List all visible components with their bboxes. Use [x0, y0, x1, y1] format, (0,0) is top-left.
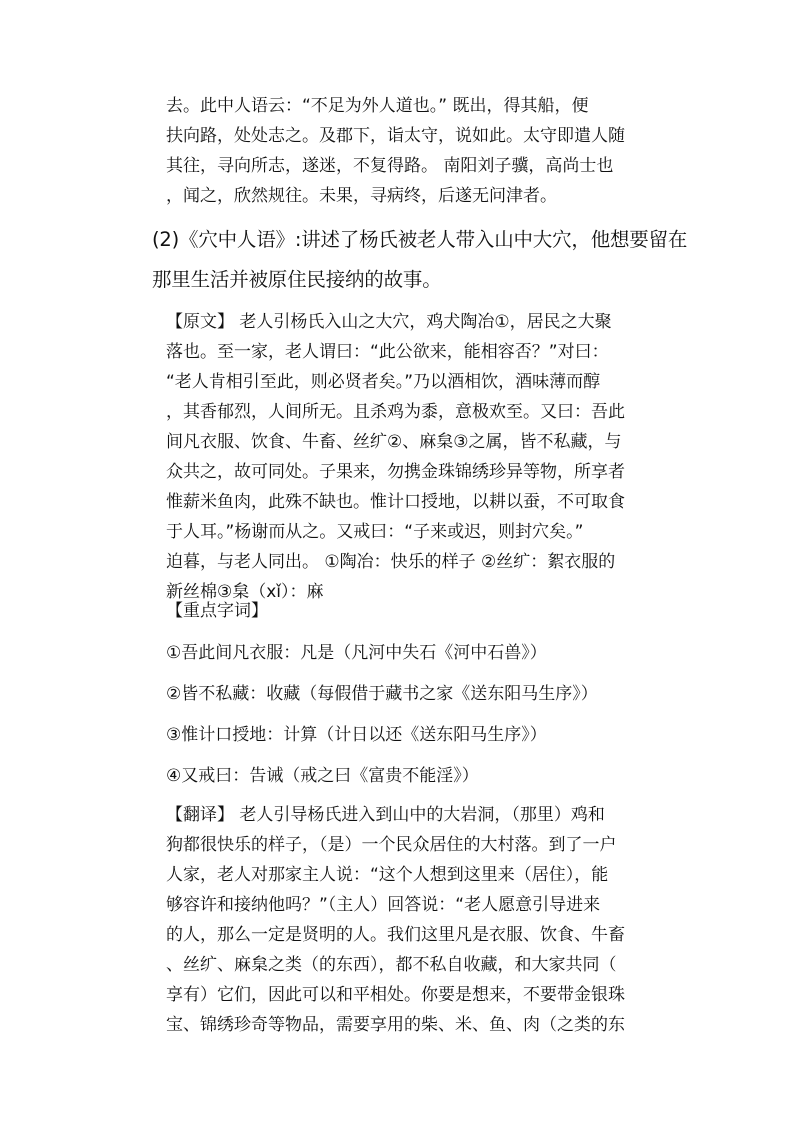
heading-line: (2)《穴中人语》:讲述了杨氏被老人带入山中大穴，他想要留在	[152, 228, 688, 251]
text-line: 宝、锦绣珍奇等物品，需要享用的柴、米、鱼、肉（之类的东	[166, 1015, 625, 1035]
text-line: 【翻译】 老人引导杨氏进入到山中的大岩洞，（那里）鸡和	[166, 805, 605, 825]
text-line: “老人肯相引至此，则必贤者矣。”乃以酒相饮，酒味薄而醇	[166, 372, 601, 392]
key-words-heading: 【重点字词】	[166, 601, 268, 621]
text-line: 扶向路，处处志之。及郡下，诣太守，说如此。太守即遣人随	[166, 126, 625, 146]
text-line: 落也。至一家，老人谓曰：“此公欲来，能相容否？”对曰：	[166, 342, 609, 362]
key-word-item: ②皆不私藏：收藏（每假借于藏书之家《送东阳马生序》）	[166, 684, 598, 704]
passage-one-tail	[166, 91, 686, 211]
text-line: 的人，那么一定是贤明的人。我们这里凡是衣服、饮食、牛畜	[166, 925, 625, 945]
text-line: 众共之，故可同处。子果来，勿携金珠锦绣珍异等物，所享者	[166, 462, 625, 482]
text-line: 狗都很快乐的样子，（是）一个民众居住的大村落。到了一户	[166, 835, 617, 855]
text-line: 人家，老人对那家主人说：“这个人想到这里来（居住），能	[166, 865, 609, 885]
text-line: 迫暮，与老人同出。 ①陶冶：快乐的样子 ②丝纩：絮衣服的	[166, 552, 616, 572]
text-line: ，其香郁烈，人间所无。且杀鸡为黍，意极欢至。又曰：吾此	[166, 402, 625, 422]
text-line: 新丝棉③枲（xǐ）：麻	[166, 582, 324, 602]
text-line: 惟薪米鱼肉，此殊不缺也。惟计口授地，以耕以蚕，不可取食	[166, 492, 625, 512]
text-line: 【原文】 老人引杨氏入山之大穴，鸡犬陶冶①，居民之大聚	[166, 312, 612, 332]
text-line: 其往，寻向所志，遂迷，不复得路。 南阳刘子骥，高尚士也	[166, 156, 614, 176]
text-line: 于人耳。”杨谢而从之。又戒曰：“子来或迟，则封穴矣。”	[166, 522, 584, 542]
original-text	[166, 307, 686, 607]
key-word-item: ③惟计口授地：计算（计日以还《送东阳马生序》）	[166, 725, 547, 745]
section-two-heading	[152, 220, 712, 300]
text-line: 间凡衣服、饮食、牛畜、丝纩②、麻枲③之属，皆不私藏，与	[166, 432, 622, 452]
key-word-item: ①吾此间凡衣服：凡是（凡河中失石《河中石兽》）	[166, 643, 547, 663]
text-line: 、丝纩、麻枲之类（的东西），都不私自收藏，和大家共同（	[166, 955, 617, 975]
heading-line: 那里生活并被原住民接纳的故事。	[152, 268, 442, 291]
text-line: 享有）它们，因此可以和平相处。你要是想来，不要带金银珠	[166, 985, 625, 1005]
translation	[166, 800, 686, 1040]
text-line: ，闻之，欣然规往。未果，寻病终，后遂无问津者。	[166, 186, 557, 206]
text-line: 去。此中人语云：“不足为外人道也。” 既出，得其船，便	[166, 96, 589, 116]
key-word-item: ④又戒曰：告诫（戒之曰《富贵不能淫》）	[166, 766, 479, 786]
text-line: 够容许和接纳他吗？”（主人）回答说：“老人愿意引导进来	[166, 895, 601, 915]
